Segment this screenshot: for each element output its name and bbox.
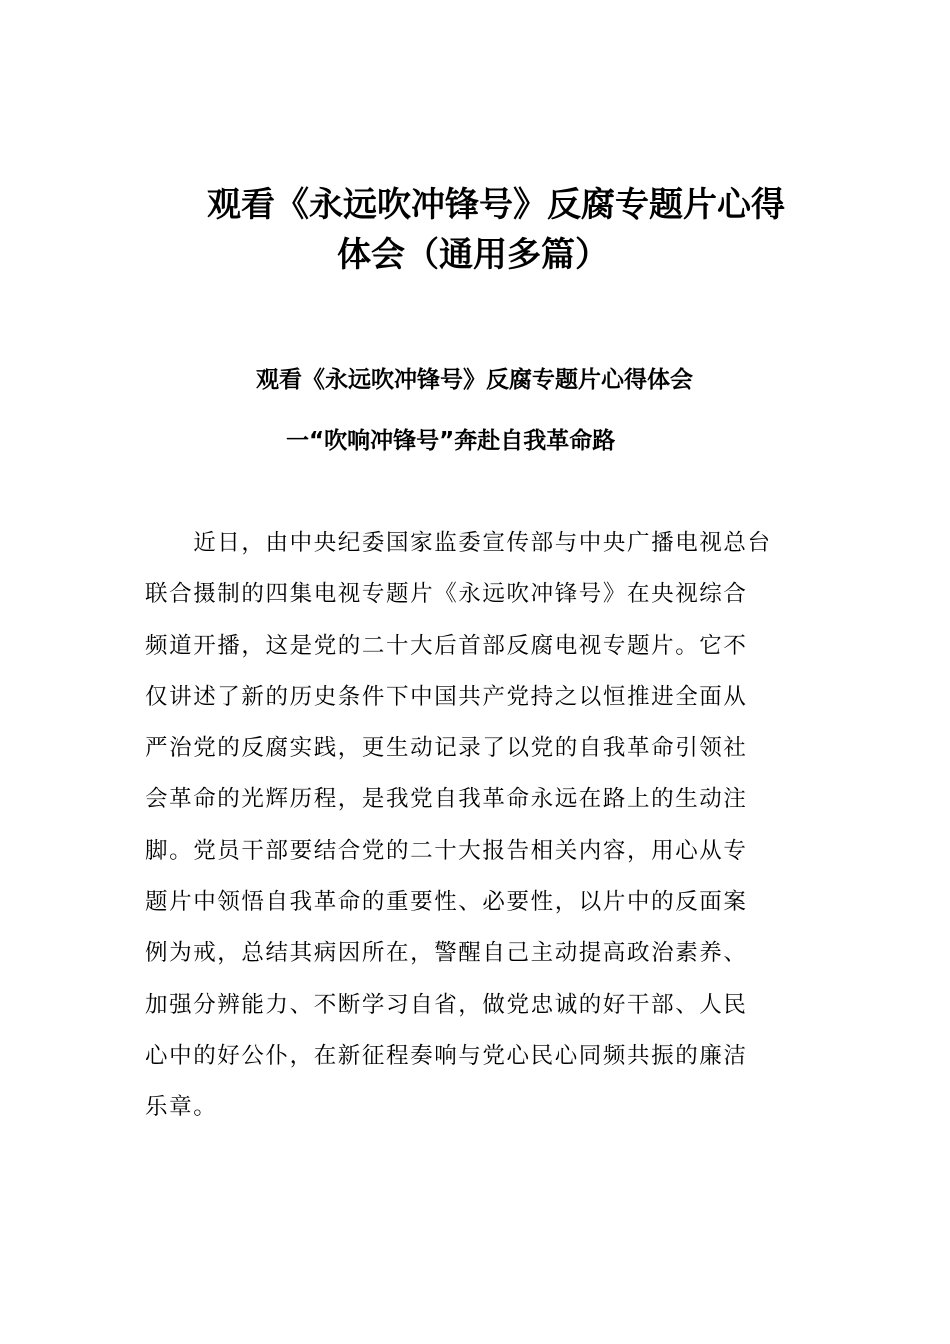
section-subtitle: 一“吹响冲锋号”奔赴自我革命路 xyxy=(286,428,616,454)
paragraph-line: 会革命的光辉历程，是我党自我革命永远在路上的生动注 xyxy=(145,786,748,813)
paragraph-line: 严治党的反腐实践，更生动记录了以党的自我革命引领社 xyxy=(145,735,748,762)
document-title-line-1: 观看《永远吹冲锋号》反腐专题片心得 xyxy=(207,185,785,225)
paragraph-line: 仅讲述了新的历史条件下中国共产党持之以恒推进全面从 xyxy=(145,683,748,710)
paragraph-line: 频道开播，这是党的二十大后首部反腐电视专题片。它不 xyxy=(145,632,748,659)
paragraph-line: 近日，由中央纪委国家监委宣传部与中央广播电视总台 xyxy=(145,530,772,556)
paragraph-line: 加强分辨能力、不断学习自省，做党忠诚的好干部、人民 xyxy=(145,991,748,1018)
paragraph-line: 脚。党员干部要结合党的二十大报告相关内容，用心从专 xyxy=(145,837,748,864)
body-paragraph xyxy=(145,518,805,1134)
paragraph-line: 乐章。 xyxy=(145,1094,218,1121)
paragraph-line: 题片中领悟自我革命的重要性、必要性，以片中的反面案 xyxy=(145,889,748,916)
document-title-line-2: 体会（通用多篇） xyxy=(337,235,609,275)
section-title: 观看《永远吹冲锋号》反腐专题片心得体会 xyxy=(256,367,693,393)
paragraph-line: 例为戒，总结其病因所在，警醒自己主动提高政治素养、 xyxy=(145,940,748,967)
paragraph-line: 联合摄制的四集电视专题片《永远吹冲锋号》在央视综合 xyxy=(145,581,748,608)
paragraph-line: 心中的好公仆，在新征程奏响与党心民心同频共振的廉洁 xyxy=(145,1042,748,1069)
